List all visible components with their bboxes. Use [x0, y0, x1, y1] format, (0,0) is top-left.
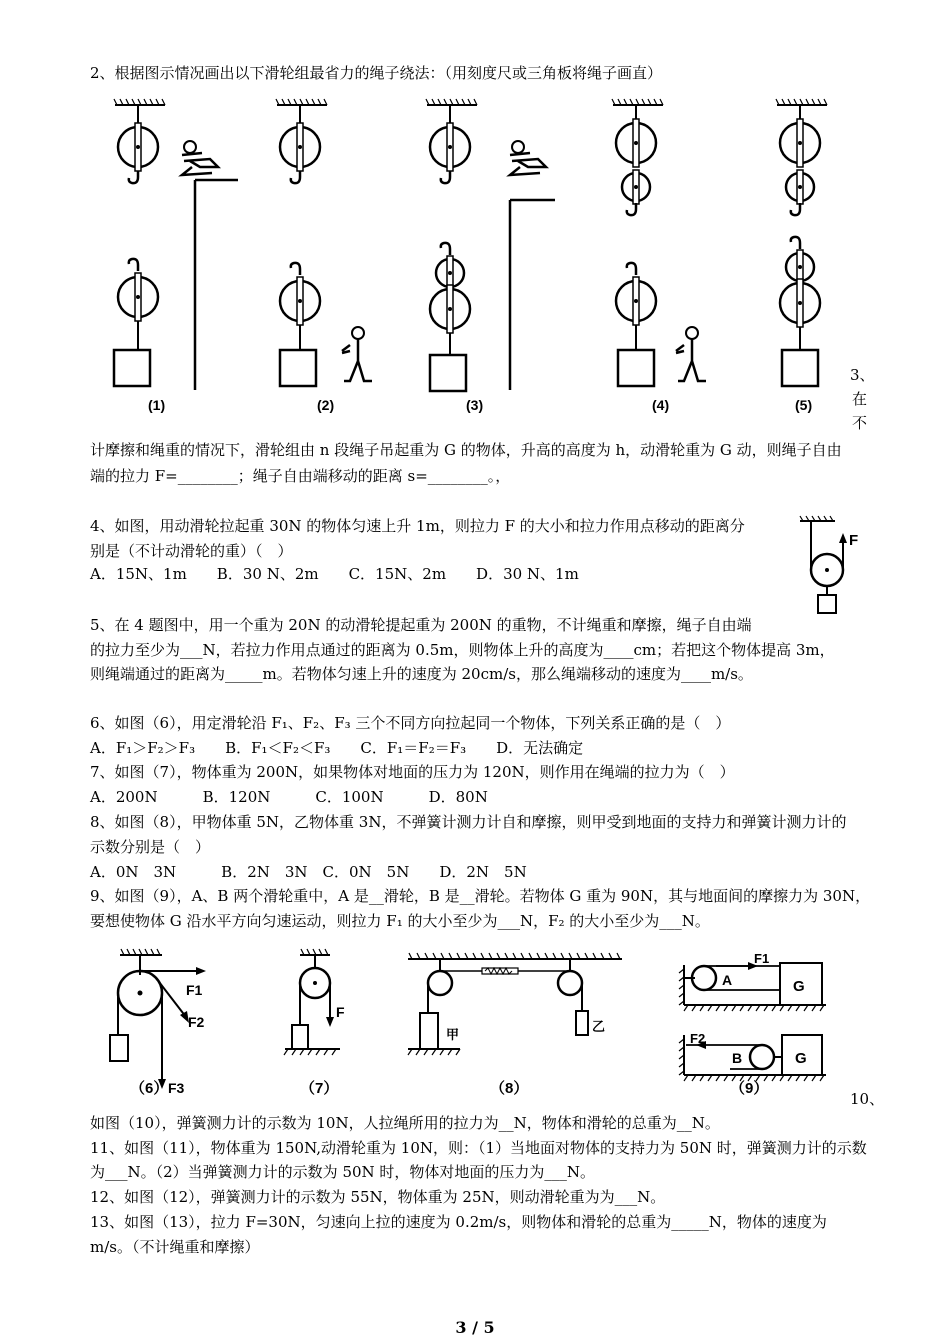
fig9-f2: F2 [690, 1031, 706, 1046]
fig2-label: (2) [317, 397, 335, 413]
fig8-spring-scale [408, 953, 622, 1055]
fig8-jia: 甲 [446, 1027, 460, 1042]
q8-line2: 示数分别是（ ） [90, 838, 211, 856]
fig5-label: (5) [795, 397, 813, 413]
fig8-label: （8） [490, 1080, 529, 1097]
q4-pulley-figure [795, 515, 870, 620]
q3-side-1: 3、 [850, 366, 875, 384]
fig9-label: （9） [730, 1080, 769, 1097]
q7-options: A．200N B．120N C．100N D．80N [90, 788, 488, 806]
pulley-figures-row2 [90, 945, 840, 1105]
q13-line1: 13、如图（13），拉力 F=30N，匀速向上拉的速度为 0.2m/s，则物体和滑轮的总重为_____N，物体的速度为 [90, 1213, 827, 1231]
fig6-f3: F3 [168, 1080, 185, 1096]
fig1-label: (1) [148, 397, 166, 413]
fig6-f2: F2 [188, 1014, 205, 1030]
q11-line1: 11、如图（11），物体重为 150N,动滑轮重为 10N，则：（1）当地面对物体的支持力为 50N 时，弹簧测力计的示数 [90, 1139, 867, 1157]
q3-side-3: 不 [852, 414, 868, 432]
page-number: 3 / 5 [455, 1318, 495, 1337]
q11-line2: 为___N。（2）当弹簧测力计的示数为 50N 时，物体对地面的压力为___N。 [90, 1163, 596, 1181]
q12-line: 12、如图（12），弹簧测力计的示数为 55N，物体重为 25N，则动滑轮重为为___N。 [90, 1188, 666, 1206]
q10-side: 10、 [850, 1090, 885, 1108]
q4-line2: 别是（不计动滑轮的重）（ ） [90, 542, 293, 560]
fig8-yi: 乙 [592, 1019, 606, 1034]
fig9-a: A [722, 972, 733, 988]
fig7-f: F [336, 1004, 345, 1020]
fig6-fixed-pulley [110, 949, 206, 1096]
fig6-f1: F1 [186, 982, 203, 998]
q3-line1: 计摩擦和绳重的情况下，滑轮组由 n 段绳子吊起重为 G 的物体，升高的高度为 h，动滑轮重为 G 动，则绳子自由 [90, 441, 842, 459]
fig9-b: B [732, 1050, 743, 1066]
q10-line: 如图（10），弹簧测力计的示数为 10N，人拉绳所用的拉力为__N，物体和滑轮的总重为__N。 [90, 1114, 720, 1132]
q5-line2: 的拉力至少为___N，若拉力作用点通过的距离为 0.5m，则物体上升的高度为____cm；若把这个物体提高 3m， [90, 641, 835, 659]
q4-options: A．15N、1m B．30 N、2m C．15N、2m D．30 N、1m [90, 565, 579, 583]
q8-line1: 8、如图（8），甲物体重 5N，乙物体重 3N，不弹簧计测力计自和摩擦，则甲受到地面的支持力和弹簧计测力计的 [90, 813, 847, 831]
fig7-label: （7） [300, 1080, 339, 1097]
fig9-g1: G [793, 978, 805, 995]
fig3-label: (3) [466, 397, 484, 413]
fig9-horizontal-pulleys [679, 951, 826, 1081]
q3-line2: 端的拉力 F=________；绳子自由端移动的距离 s=________。， [90, 467, 511, 485]
q5-line1: 5、在 4 题图中，用一个重为 20N 的动滑轮提起重为 200N 的重物，不计绳重和摩擦，绳子自由端 [90, 616, 752, 634]
q9-line1: 9、如图（9），A、B 两个滑轮重中，A 是__滑轮，B 是__滑轮。若物体 G 重为 90N，其与地面间的摩擦力为 30N， [90, 887, 871, 905]
q9-line2: 要想使物体 G 沿水平方向匀速运动，则拉力 F₁ 的大小至少为___N，F₂ 的大小至少为___N。 [90, 912, 710, 930]
fig9-f1: F1 [754, 951, 770, 966]
pulley-figures-row1 [90, 95, 850, 420]
q13-line2: m/s。（不计绳重和摩擦） [90, 1238, 260, 1256]
fig7-fixed-pulley [284, 949, 345, 1055]
q5-line3: 则绳端通过的距离为_____m。若物体匀速上升的速度为 20cm/s，那么绳端移动的速度为____m/s。 [90, 665, 753, 683]
q4-line1: 4、如图，用动滑轮拉起重 30N 的物体匀速上升 1m，则拉力 F 的大小和拉力作用点移动的距离分 [90, 517, 745, 535]
fig6-label: （6） [130, 1080, 169, 1097]
q6-line: 6、如图（6），用定滑轮沿 F₁、F₂、F₃ 三个不同方向拉起同一个物体，下列关系正确的是（ ） [90, 714, 731, 732]
q3-side-2: 在 [852, 390, 868, 408]
q6-options: A．F₁＞F₂＞F₃ B．F₁＜F₂＜F₃ C．F₁＝F₂＝F₃ D．无法确定 [90, 739, 584, 757]
q7-line: 7、如图（7），物体重为 200N，如果物体对地面的压力为 120N，则作用在绳端的拉力为（ ） [90, 763, 735, 781]
fig9-g2: G [795, 1050, 807, 1067]
q4-force-label: F [849, 532, 859, 549]
q8-options: A．0N 3N B．2N 3N C．0N 5N D．2N 5N [90, 863, 527, 881]
fig4-label: (4) [652, 397, 670, 413]
q2-line: 2、根据图示情况画出以下滑轮组最省力的绳子绕法：（用刻度尺或三角板将绳子画直） [90, 64, 663, 82]
